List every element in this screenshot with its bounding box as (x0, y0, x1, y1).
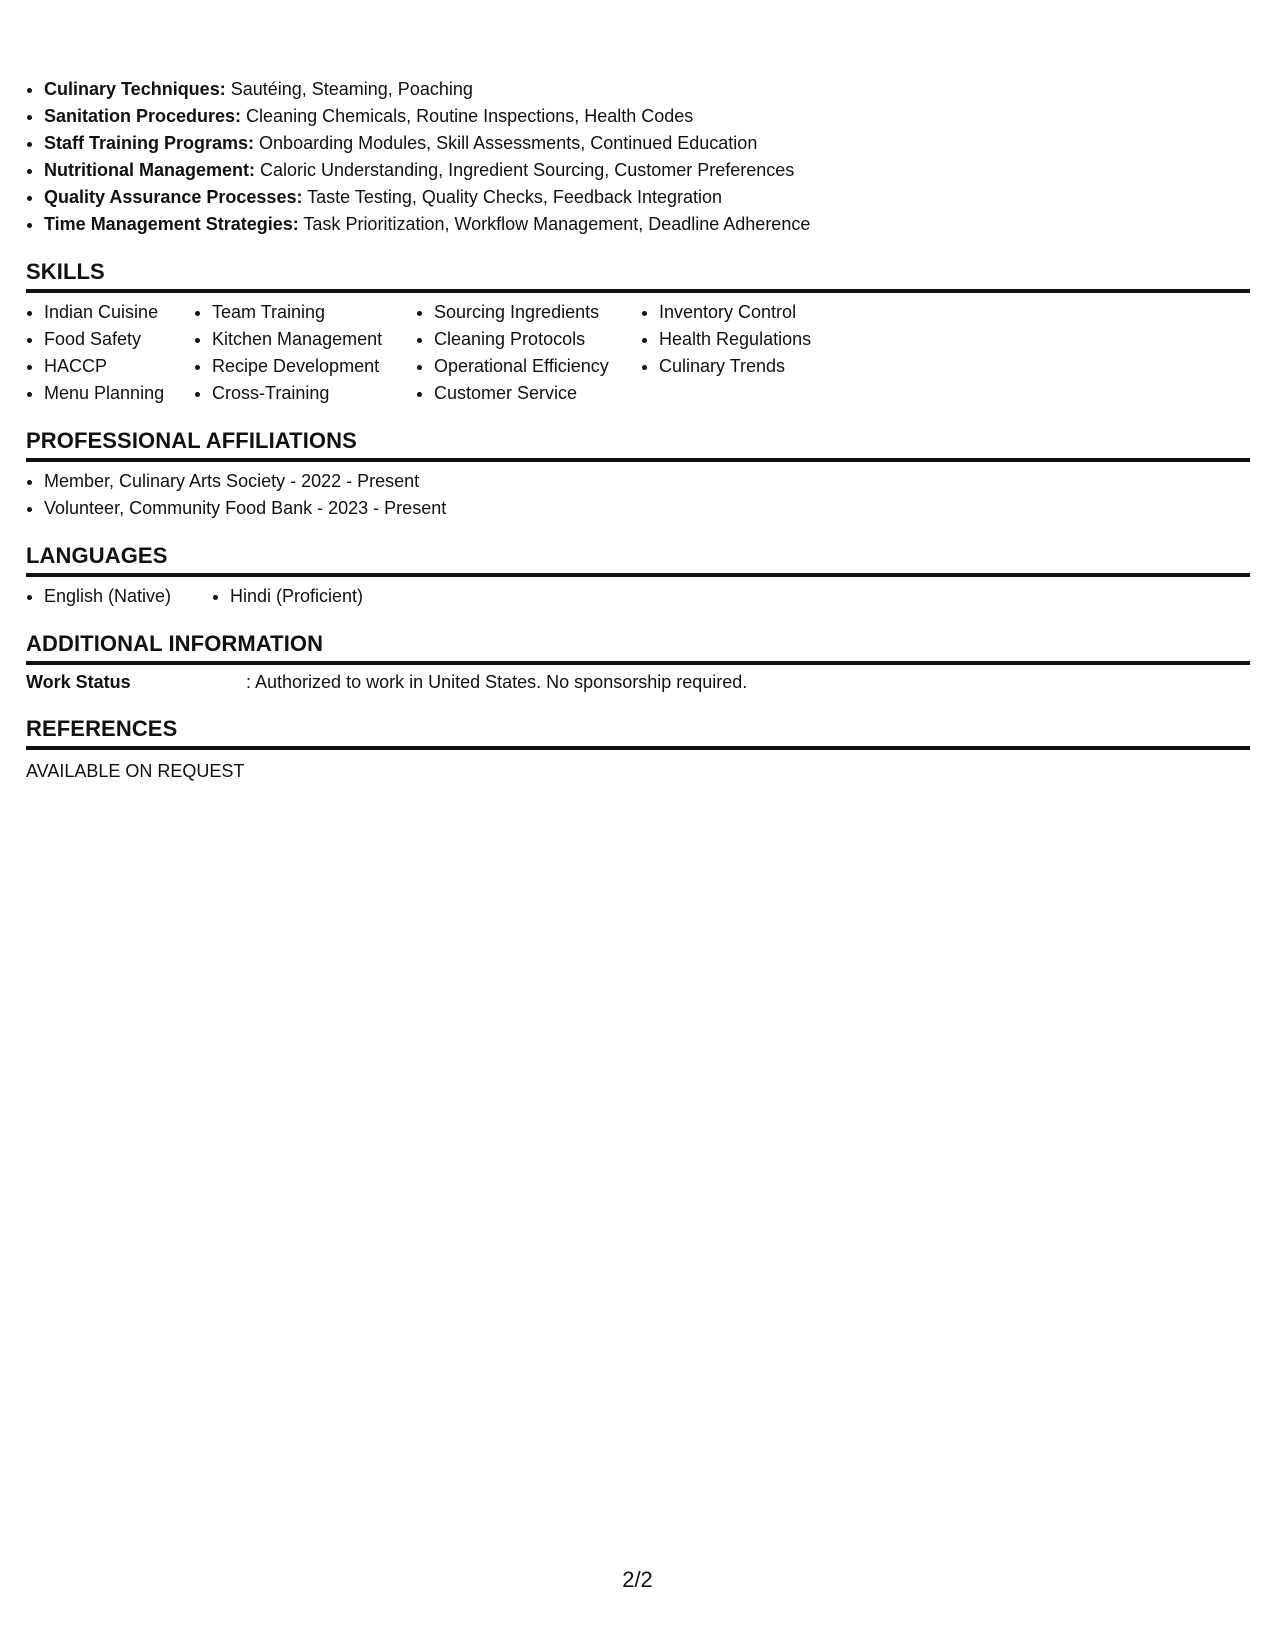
page-number: 2/2 (622, 1567, 653, 1592)
skills-columns (26, 299, 1250, 407)
affiliations-section (26, 427, 1250, 522)
expertise-item (44, 211, 1250, 238)
skill-item: • Cross-Training (212, 380, 416, 407)
affiliations-list (26, 468, 1250, 522)
skill-item: • Customer Service (434, 380, 641, 407)
expertise-text: Cleaning Chemicals, Routine Inspections, Health Codes (241, 106, 694, 126)
expertise-text: Onboarding Modules, Skill Assessments, Continued Education (254, 133, 758, 153)
expertise-item (44, 103, 1250, 130)
expertise-list (26, 76, 1250, 238)
references-section (26, 715, 1250, 784)
skills-heading: SKILLS (26, 258, 1250, 293)
skills-column (26, 299, 194, 407)
skill-item: • Recipe Development (212, 353, 416, 380)
expertise-item (44, 157, 1250, 184)
additional-info-section (26, 630, 1250, 695)
expertise-text: Task Prioritization, Workflow Management, Deadline Adherence (298, 214, 811, 234)
expertise-item (44, 184, 1250, 211)
skill-item: • HACCP (44, 353, 194, 380)
work-status-value: : Authorized to work in United States. No sponsorship required. (246, 672, 748, 692)
expertise-item (44, 76, 1250, 103)
languages-heading: LANGUAGES (26, 542, 1250, 577)
skill-item: • Menu Planning (44, 380, 194, 407)
expertise-label: Nutritional Management: (44, 160, 256, 180)
language-item: • Hindi (Proficient) (230, 583, 363, 610)
skill-item: • Team Training (212, 299, 416, 326)
skill-item: • Health Regulations (659, 326, 891, 353)
skill-item: • Food Safety (44, 326, 194, 353)
skills-column (194, 299, 416, 407)
languages-section (26, 542, 1250, 610)
work-status-row (26, 669, 1250, 695)
skill-item: • Indian Cuisine (44, 299, 194, 326)
skills-column (416, 299, 641, 407)
expertise-item (44, 130, 1250, 157)
work-status-label: Work Status (26, 672, 131, 692)
expertise-label: Culinary Techniques: (44, 79, 226, 99)
expertise-text: Caloric Understanding, Ingredient Sourcing, Customer Preferences (255, 160, 795, 180)
expertise-text: Sautéing, Steaming, Poaching (225, 79, 473, 99)
skills-section (26, 258, 1250, 407)
skill-item: • Culinary Trends (659, 353, 891, 380)
expertise-label: Quality Assurance Processes: (44, 187, 303, 207)
resume-page (26, 76, 1250, 784)
expertise-label: Staff Training Programs: (44, 133, 255, 153)
affiliation-item: • Volunteer, Community Food Bank - 2023 - Present (44, 495, 1250, 522)
skill-item: • Kitchen Management (212, 326, 416, 353)
skill-item: • Inventory Control (659, 299, 891, 326)
skill-item: • Cleaning Protocols (434, 326, 641, 353)
affiliation-item: • Member, Culinary Arts Society - 2022 - Present (44, 468, 1250, 495)
references-text: AVAILABLE ON REQUEST (26, 761, 245, 781)
expertise-label: Sanitation Procedures: (44, 106, 242, 126)
additional-info-heading: ADDITIONAL INFORMATION (26, 630, 1250, 665)
expertise-text: Taste Testing, Quality Checks, Feedback Integration (302, 187, 723, 207)
affiliations-heading: PROFESSIONAL AFFILIATIONS (26, 427, 1250, 462)
language-item: • English (Native) (44, 583, 212, 610)
expertise-label: Time Management Strategies: (44, 214, 299, 234)
skill-item: • Operational Efficiency (434, 353, 641, 380)
skill-item: • Sourcing Ingredients (434, 299, 641, 326)
languages-list (26, 583, 1250, 610)
references-heading: REFERENCES (26, 715, 1250, 750)
skills-column (641, 299, 891, 407)
